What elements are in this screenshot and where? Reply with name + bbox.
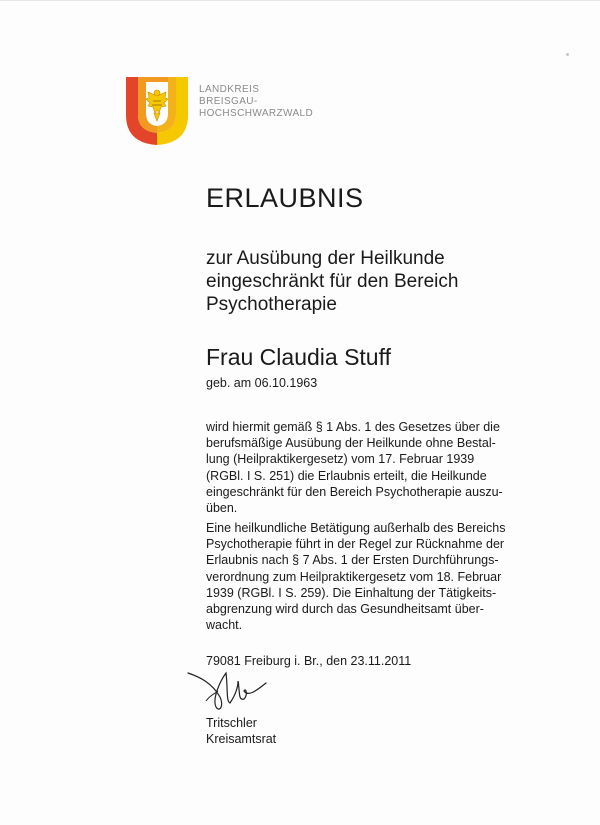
authority-line-3: HOCHSCHWARZWALD	[199, 108, 314, 119]
fold-mark	[566, 53, 569, 56]
authority-name	[199, 84, 313, 120]
paragraph-line: berufsmäßige Ausübung der Heilkunde ohne Bestal-	[206, 436, 496, 451]
paragraph-line: (RGBl. I S. 251) die Erlaubnis erteilt, die Heilkunde	[206, 468, 487, 483]
authority-line-2: BREISGAU-	[199, 96, 258, 107]
paragraph-line: abgrenzung wird durch das Gesundheitsamt über-	[206, 602, 484, 617]
authority-line-1: LANDKREIS	[199, 84, 260, 95]
subtitle-line: Psychotherapie	[206, 294, 337, 315]
paragraph-line: verordnung zum Heilpraktikergesetz vom 18. Februar	[206, 569, 502, 584]
document-subtitle	[206, 247, 536, 316]
paragraph-line: lung (Heilpraktikergesetz) vom 17. Februar 1939	[206, 452, 475, 467]
handwritten-signature	[186, 661, 270, 719]
document-title: ERLAUBNIS	[206, 183, 364, 213]
paragraph-line: Psychotherapie führt in der Regel zur Rücknahme der	[206, 537, 505, 552]
paragraph-line: wird hiermit gemäß § 1 Abs. 1 des Gesetzes über die	[206, 420, 500, 434]
place-and-date: 79081 Freiburg i. Br., den 23.11.2011	[206, 654, 412, 668]
paragraph-line: eingeschränkt für den Bereich Psychotherapie auszu-	[206, 484, 503, 499]
permission-paragraph	[206, 419, 546, 516]
paragraph-line: üben.	[206, 501, 238, 516]
signer-block	[206, 715, 276, 747]
birth-date: geb. am 06.10.1963	[206, 376, 318, 390]
subtitle-line: zur Ausübung der Heilkunde	[206, 248, 445, 269]
subtitle-line: eingeschränkt für den Bereich	[206, 271, 459, 292]
recipient-name: Frau Claudia Stuff	[206, 344, 391, 370]
paragraph-line: Erlaubnis nach § 7 Abs. 1 der Ersten Durchführungs-	[206, 553, 499, 568]
district-coat-of-arms-logo	[124, 75, 190, 145]
signer-name: Tritschler	[206, 716, 257, 730]
signer-title: Kreisamtsrat	[206, 732, 277, 746]
paragraph-line: Eine heilkundliche Betätigung außerhalb des Bereichs	[206, 521, 506, 535]
paragraph-line: 1939 (RGBl. I S. 259). Die Einhaltung der Tätigkeits-	[206, 585, 497, 600]
paragraph-line: wacht.	[206, 618, 243, 633]
restriction-paragraph	[206, 520, 546, 633]
